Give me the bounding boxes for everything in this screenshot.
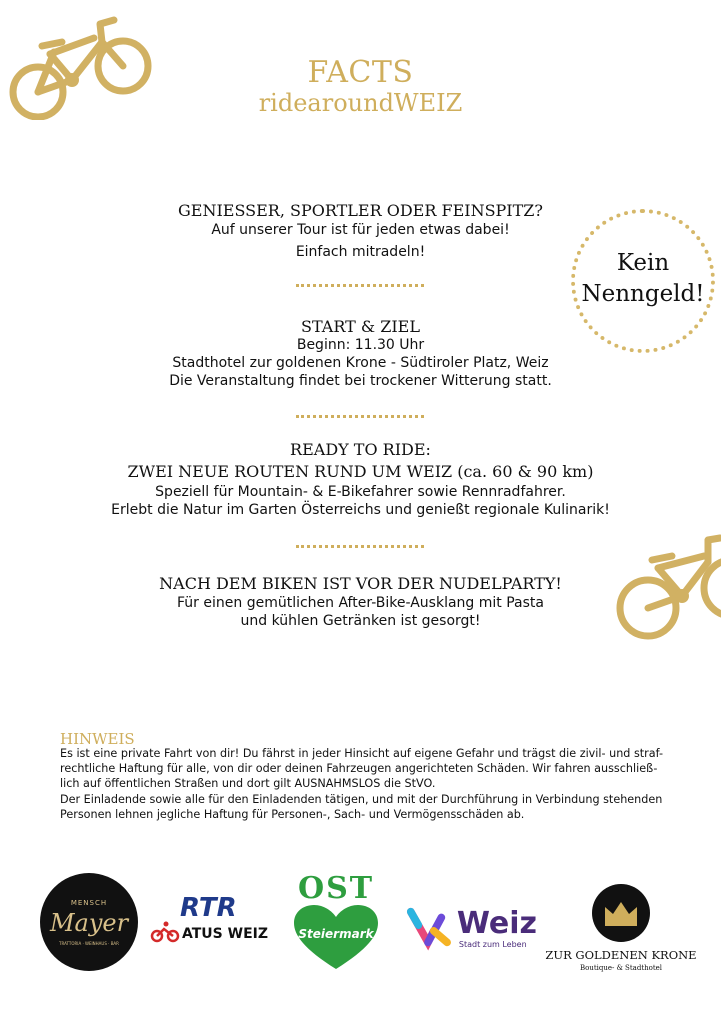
- rtr-logo-top: RTR: [180, 893, 237, 923]
- mayer-logo-top: MENSCH: [70, 898, 108, 907]
- badge-line: Kein: [616, 250, 670, 276]
- section-text: Erlebt die Natur im Garten Österreichs und genießt regionale Kulinarik!: [111, 502, 610, 518]
- weiz-logo-tagline: Stadt zum Leben: [458, 939, 527, 949]
- section-text: Auf unserer Tour ist für jeden etwas dabei!: [211, 222, 510, 238]
- krone-logo-name: ZUR GOLDENEN KRONE: [545, 948, 697, 962]
- hinweis-line: rechtliche Haftung für alle, von dir oder deinen Fahrzeugen angerichteten Schäden. Wir fahren ausschließ-: [60, 762, 658, 776]
- ost-logo-heart-text: Steiermark: [298, 927, 374, 941]
- section-heading: START & ZIEL: [301, 317, 420, 336]
- rtr-atus-logo: [150, 890, 268, 952]
- weiz-logo-name: Weiz: [456, 905, 537, 941]
- dotted-divider: [296, 284, 424, 287]
- mensch-mayer-logo: [40, 873, 138, 971]
- badge-line: Nenngeld!: [581, 281, 705, 307]
- section-text: Stadthotel zur goldenen Krone - Südtiroler Platz, Weiz: [172, 355, 549, 371]
- mayer-logo-name: Mayer: [49, 908, 129, 937]
- ost-logo-top: OST: [297, 871, 375, 906]
- hinweis-text: [60, 746, 680, 822]
- rtr-logo-bottom: ATUS WEIZ: [182, 926, 268, 942]
- cyclist-icon: [150, 921, 180, 947]
- page-subtitle: ridearoundWEIZ: [258, 89, 463, 117]
- mayer-logo-bottom: TRATTORIA · WEINHAUS · BAR: [59, 940, 119, 946]
- dotted-divider: [296, 545, 424, 548]
- goldene-krone-logo: [546, 884, 696, 980]
- weiz-swirl-icon: [405, 903, 453, 953]
- krone-logo-tagline: Boutique- & Stadthotel: [579, 964, 663, 972]
- page-title: FACTS: [307, 55, 414, 90]
- hinweis-line: Personen lehnen jegliche Haftung für Personen-, Sach- und Vermögensschäden ab.: [60, 807, 525, 821]
- dotted-divider: [296, 415, 424, 418]
- section-text: Die Veranstaltung findet bei trockener Witterung statt.: [169, 373, 552, 389]
- section-text: Speziell für Mountain- & E-Bikefahrer sowie Rennradfahrer.: [155, 484, 566, 500]
- section-heading: GENIESSER, SPORTLER ODER FEINSPITZ?: [178, 201, 543, 220]
- hinweis-heading: HINWEIS: [60, 730, 135, 748]
- section-heading: NACH DEM BIKEN IST VOR DER NUDELPARTY!: [159, 574, 562, 593]
- section-text: Beginn: 11.30 Uhr: [296, 337, 425, 353]
- section-heading: ZWEI NEUE ROUTEN RUND UM WEIZ (ca. 60 & 90 km): [127, 462, 594, 481]
- weiz-logo: [405, 898, 537, 958]
- section-text: und kühlen Getränken ist gesorgt!: [240, 613, 481, 629]
- hinweis-line: Der Einladende sowie alle für den Einladenden tätigen, und mit der Durchführung in Verbindung stehenden: [60, 792, 663, 806]
- crown-icon: [602, 899, 640, 927]
- hinweis-line: Es ist eine private Fahrt von dir! Du fährst in jeder Hinsicht auf eigene Gefahr und trägst die zivil- und straf-: [60, 747, 663, 760]
- section-text: Für einen gemütlichen After-Bike-Ausklang mit Pasta: [177, 595, 544, 611]
- crown-emblem: [592, 884, 650, 942]
- section-text: Einfach mitradeln!: [295, 244, 426, 260]
- hinweis-line: lich auf öffentlichen Straßen und dort gilt AUSNAHMSLOS die StVO.: [60, 777, 436, 791]
- section-heading: READY TO RIDE:: [290, 440, 431, 459]
- ost-steiermark-logo: [290, 873, 382, 973]
